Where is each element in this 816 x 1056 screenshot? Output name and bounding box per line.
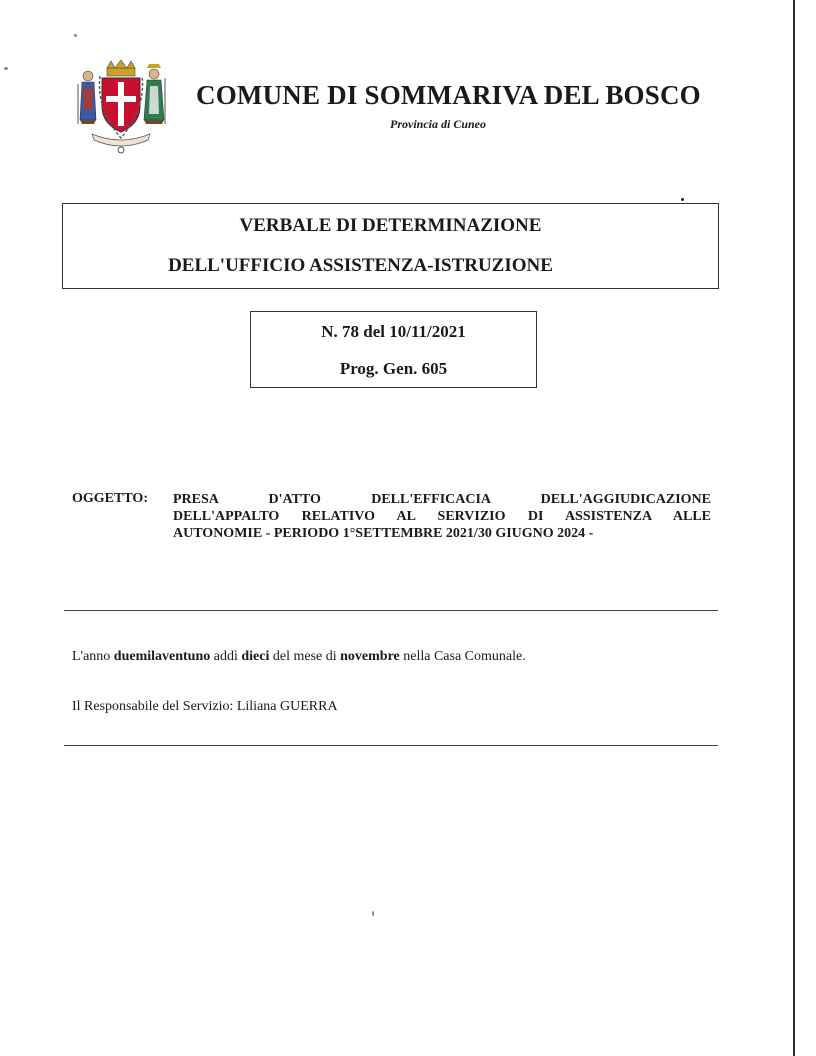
province-subtitle: Provincia di Cuneo xyxy=(390,117,487,131)
document-type-box xyxy=(62,203,719,289)
subject-text xyxy=(173,491,711,542)
crown-icon xyxy=(107,60,135,76)
date-statement xyxy=(72,649,526,665)
determination-number: N. 78 del 10/11/2021 xyxy=(321,322,466,341)
scan-speck xyxy=(74,34,77,37)
scan-speck xyxy=(372,911,374,916)
date-connector: del mese di xyxy=(269,649,341,664)
subject-line: AUTONOMIE - PERIODO 1°SETTEMBRE 2021/30 GIUGNO 2024 - xyxy=(173,526,594,541)
scan-edge xyxy=(793,0,795,1056)
subject-line: DELL'APPALTO RELATIVO AL SERVIZIO DI ASSISTENZA ALLE xyxy=(173,509,711,524)
document-type-line2: DELL'UFFICIO ASSISTENZA-ISTRUZIONE xyxy=(168,255,553,276)
coat-of-arms-logo xyxy=(74,58,168,158)
reference-box xyxy=(250,311,537,388)
date-connector: addì xyxy=(210,649,242,664)
document-type-line1: VERBALE DI DETERMINAZIONE xyxy=(239,215,542,236)
scan-speck xyxy=(681,198,684,201)
date-month: novembre xyxy=(340,649,400,664)
divider xyxy=(64,745,718,746)
municipality-title: COMUNE DI SOMMARIVA DEL BOSCO xyxy=(196,80,701,110)
cross-icon xyxy=(118,82,124,126)
subject-label: OGGETTO: xyxy=(72,491,148,506)
date-day: dieci xyxy=(241,649,270,664)
date-suffix: nella Casa Comunale. xyxy=(399,649,526,664)
scan-speck xyxy=(4,67,8,70)
ribbon-icon xyxy=(92,134,150,146)
date-year: duemilaventuno xyxy=(113,649,211,664)
progressive-number: Prog. Gen. 605 xyxy=(339,359,448,378)
date-prefix: L'anno xyxy=(72,649,114,664)
divider xyxy=(64,610,718,611)
left-saint-figure xyxy=(78,71,96,124)
subject-line: PRESA D'ATTO DELL'EFFICACIA DELL'AGGIUDICAZIONE xyxy=(173,492,711,507)
right-saint-figure xyxy=(144,64,165,124)
responsible-statement: Il Responsabile del Servizio: Liliana GUERRA xyxy=(72,699,338,714)
